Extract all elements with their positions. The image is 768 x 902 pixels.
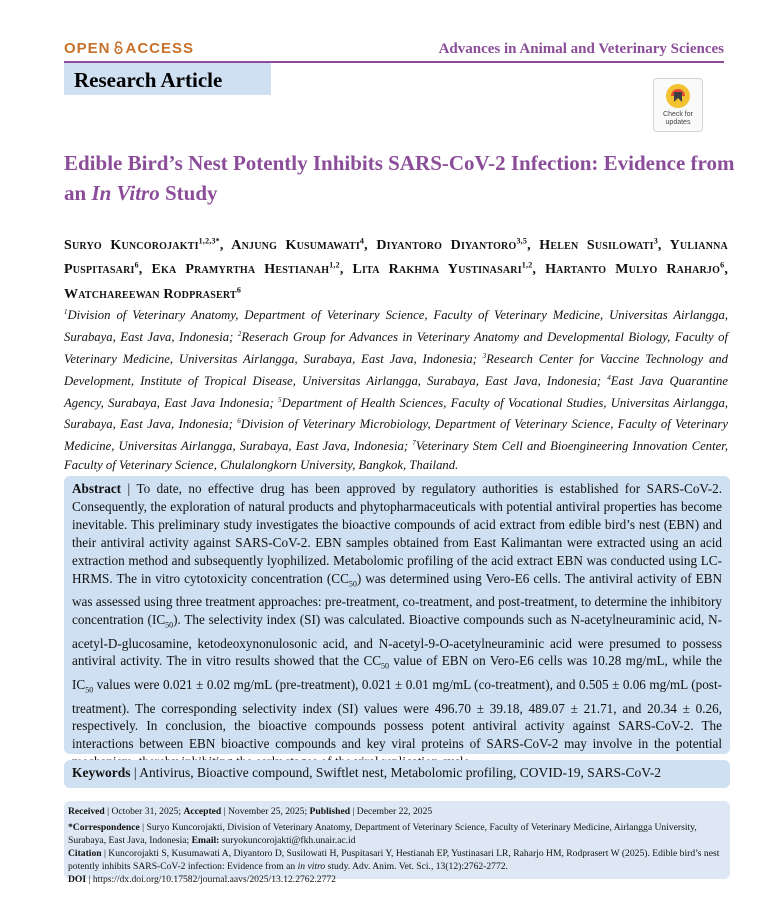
open-access-logo [64,40,194,57]
affiliation: $^1$Division of Veterinary Anatomy, Department of Veterinary Science, Faculty of Veterinary Medicine, Universitas Airlangga, Surabaya, East Java, Indonesia; [64,308,728,345]
abstract-label: Abstract [72,481,122,496]
abstract-box: Abstract | To date, no effective drug has been approved by regulatory authorities is established for SARS-CoV-2. Consequently, the exploration of natural products and phytopharmaceuticals with potential antiviral properties has become inevitable. This preliminary study investigates the bioactive compounds of acid extract from edible bird’s nest (EBN) and their antiviral activity against SARS-CoV-2. EBN samples obtained from East Kalimantan were extracted using an acid extraction method and subsequently lyophilized. Metabolomic profiling of the acid extract EBN was conducted using LC-HRMS. The in vitro cytotoxicity concentration $(CC_{50})$ was determined using Vero-E6 cells. The antiviral activity of EBN was assessed using three treatment approaches: pre-treatment, co-treatment, and post-treatment, to determine the inhibitory concentration $(IC_{50})$. The selectivity index (SI) was calculated. Bioactive compounds such as N-acetylneuraminic acid, N-acetyl-D-glucosamine, ketodeoxynonulosonic acid, and N-acetyl-9-O-acetylneuraminic acid were presumed to possess antiviral activity. The in vitro results showed that the $CC_{50}$ value of EBN on Vero-E6 cells was 10.28 mg/mL, while the $IC_{50}$ values were 0.021 ± 0.02 mg/mL (pre-treatment), 0.021 ± 0.01 mg/mL (co-treatment), and 0.505 ± 0.06 mg/mL (post-treatment). The corresponding selectivity index (SI) values were 496.70 ± 39.18, 489.07 ± 21.71, and 20.34 ± 0.26, respectively. In conclusion, the bioactive compounds possess potent antiviral activity against SARS-CoV-2. The interactions between EBN bioactive compounds and key viral proteins of SARS-CoV-2 may involve in the potential [64,476,730,754]
author: Diyantoro Diyantoro$^{3,5}$, [376,236,540,253]
open-access-text-access: ACCESS [125,40,195,57]
keywords-box: Keywords | Antivirus, Bioactive compound, Swiftlet nest, Metabolomic profiling, COVID-19, SARS-CoV-2 [64,760,730,788]
journal-name: Advances in Animal and Veterinary Sciences [438,41,724,57]
affiliations [64,303,728,474]
keywords-text: Antivirus, Bioactive compound, Swiftlet nest, Metabolomic profiling, COVID-19, SARS-CoV-2 [139,765,662,780]
author: Anjung Kusumawati$^4$, [231,236,377,253]
author: Lita Rakhma Yustinasari$^{1,2}$, [352,260,546,278]
title-italic: In Vitro [91,181,160,205]
title-text-2: Study [159,181,218,205]
author: Eka Pramyrtha Hestianah$^{1,2}$, [151,260,353,278]
article-type-banner [64,63,271,95]
article-title [64,148,744,208]
email-link[interactable]: suryokuncorojakti@fkh.unair.ac.id [219,835,356,846]
open-lock-icon [113,41,124,54]
author: Yulianna Puspitasari$^6$, [64,237,728,278]
doi-link[interactable]: | https://dx.doi.org/10.17582/journal.aavs/2025/13.12.2762.2772 [86,874,336,885]
author: Hartanto Mulyo Raharjo$^6$, [545,260,729,278]
abstract-text: To date, no effective drug has been approved by regulatory authorities is established for SARS-CoV-2. Consequently, the exploration of natural products and phytopharmaceuticals with potential antiviral properties has become inevitable. This preliminary study investigates the bioactive compounds of acid extract from edible bird’s nest (EBN) and their antiviral activity against SARS-CoV-2. EBN samples obtained from East Kalimantan were extracted using an acid extraction method and subsequently lyophilized. Metabolomic profiling of the acid extract EBN was conducted using LC-HRMS. The in vitro cytotoxicity concentration $(CC_{50})$ was determined using Vero-E6 cells. The antiviral activity of EBN was assessed using three treatment approaches: pre-treatment, co-treatment, and post-treatment, to determine the inhibitory concentration $(IC_{50})$. The selectivity index (SI) was calculated. Bioactive compounds such as N-acetylneuraminic acid, N-acetyl-D-glucosamine, ketodeoxynonulosonic acid, and N-acetyl-9-O-acetylneuraminic acid were presumed to possess antiviral activity. The in vitro results showed that the $CC_{50}$ value of EBN on Vero-E6 cells was 10.28 mg/mL, while the $IC_{50}$ values were 0.021 ± 0.02 mg/mL (pre-treatment), 0.021 ± 0.01 mg/mL (co-treatment), and 0.505 ± 0.06 mg/mL (post-treatment). The corresponding selectivity index (SI) values were 496.70 ± 39.18, 489.07 ± 21.71, and 20.34 ± 0.26, respectively. In conclusion, the bioactive compounds possess potent antiviral activity against SARS-CoV-2. The interactions between EBN bioactive compounds and key viral proteins of SARS-CoV-2 may involve in the potential [72,481,723,752]
correspondence-line: *Correspondence | Suryo Kuncorojakti, Division of Veterinary Anatomy, Department of Veterinary Science, Faculty of Veterinary Medicine, Airlangga University, Surabaya, East Java, Indonesia; Email: suryokuncorojakti@fkh.unair.ac.id [68,822,697,846]
open-access-text-open: OPEN [64,40,111,57]
affiliation: $^5$Department of Health Sciences, Faculty of Vocational Studies, Universitas Airlangga, Surabaya, East Java, Indonesia; [64,395,729,432]
affiliation: $^6$Division of Veterinary Microbiology, Department of Veterinary Science, Faculty of Veterinary Medicine, Universitas Airlangga, Surabaya, East Java, Indonesia; [64,417,728,454]
affiliation: $^4$East Java Quarantine Agency, Surabaya, East Java Indonesia; [64,373,728,410]
check-for-updates-badge[interactable] [653,78,703,132]
affiliation: $^3$Research Center for Vaccine Technology and Development, Institute of Tropical Disease, Universitas Airlangga, Surabaya, East Java, Indonesia; [64,351,728,388]
check-updates-line1: Check for [663,111,693,118]
author: Watchareewan Rodprasert$^6$ [64,285,242,302]
keywords-label: Keywords [72,765,131,780]
affiliation: $^2$Reserach Group for Advances in Veterinary Anatomy and Developmental Biology, Faculty of Veterinary Medicine, Universitas Airlangga, Surabaya, East Java, Indonesia; [64,329,729,366]
article-meta-box [64,801,730,885]
author: Suryo Kuncorojakti$^{1,2,3*}$, [64,236,232,253]
article-type-label: Research Article [74,68,223,92]
author-list [64,231,728,305]
dates-line: Received | October 31, 2025; Accepted | November 25, 2025; Published | December 22, 2025 [68,806,433,817]
citation-line: Citation | Kuncorojakti S, Kusumawati A, Diyantoro D, Susilowati H, Puspitasari Y, Hestianah EP, Yustinasari LR, Raharjo HM, Rodprasert W (2025). Edible bird’s nest potently inhibits SARS-CoV-2 infection: Evidence from an in vitro study. Adv. Anim. Vet. Sci., 13(12):2762-2772. [68,848,720,872]
check-updates-line2: updates [665,119,691,126]
author: Helen Susilowati$^3$, [539,236,670,253]
check-updates-icon [665,83,691,109]
affiliation: $^7$Veterinary Stem Cell and Bioengineering Innovation Center, Faculty of Veterinary Science, Chulalongkorn University, Bangkok, Thailand. [64,438,729,472]
title-text-1: Edible Bird’s Nest Potently Inhibits SARS-CoV-2 Infection: Evidence from an [64,151,735,205]
doi-line: DOI | https://dx.doi.org/10.17582/journal.aavs/2025/13.12.2762.2772 [68,874,336,885]
